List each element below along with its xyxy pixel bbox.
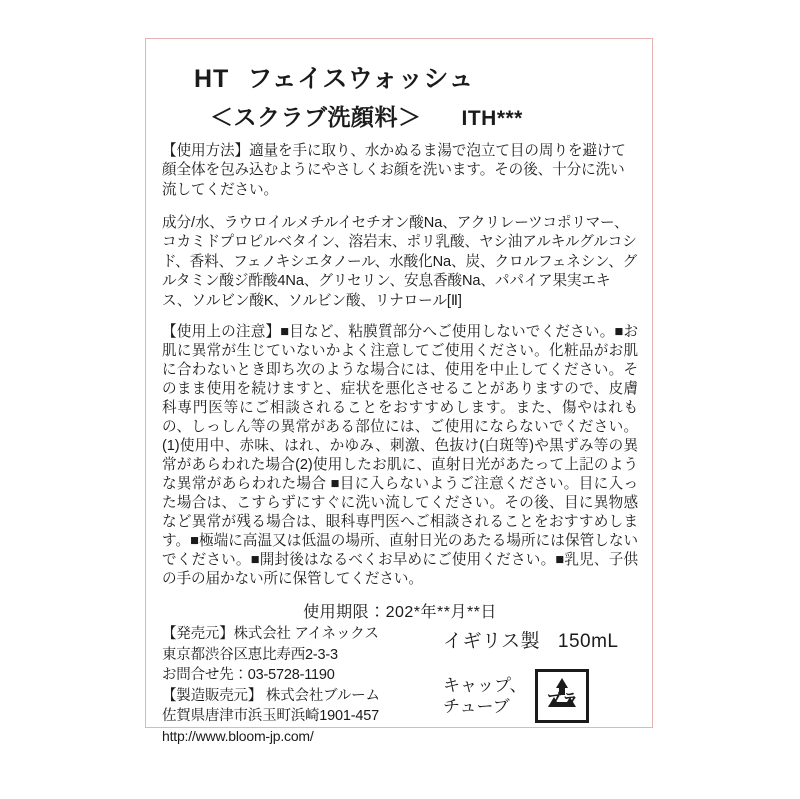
distributor-address: 東京都渋谷区恵比寿西2-3-3 (162, 646, 338, 663)
expiry-date: 使用期限：202*年**月**日 (303, 604, 497, 622)
product-code: ITH*** (461, 107, 523, 130)
plastic-recycle-icon (535, 669, 589, 723)
label-footer (162, 624, 638, 747)
recycle-target-line1: キャップ、 (443, 675, 527, 695)
recycle-mark-text: プラ (545, 692, 578, 709)
manufacturer-label: 【製造販売元】 株式会社ブルーム (162, 687, 380, 704)
subtitle-row (210, 99, 638, 132)
usage-instructions: 【使用方法】適量を手に取り、水かぬるま湯で泡立て目の周りを避けて顔全体を包み込むようにやさしくお顔を洗います。その後、十分に洗い流してください。 (162, 143, 626, 198)
product-label-card (145, 38, 653, 744)
caution-notice: 【使用上の注意】■目など、粘膜質部分へご使用しないでください。■お肌に異常が生じていないかよく注意してご使用ください。化粧品がお肌に合わないとき即ち次のような場合には、使用を中止してください。そのまま使用を続けますと、症状を悪化させることがありますので、皮膚科専門医等にご相談されることをおすすめします。また、傷やはれもの、しっしん等の異常がある部位には、ご使用にならないでください。(1)使用中、赤味、はれ、かゆみ、刺激、色抜け(白斑等)や黒ずみ等の異常があらわれた場合(2)使用したお肌に、直射日光があたって上記のような異常があらわれた場合 ■目に入らないようご注意ください。目に入った場合は、こすらずにすぐに洗い流してください。その後、目に異物感など異常が残る場合は、眼科専門医へご相談されることをおすすめします。■極端に高温又は低温の場所、直射日光のあたる場所には保管しないでください。■開封後はなるべくお早めにご使用ください。■乳児、子供の手の届かない所に保管してください。 (162, 324, 638, 588)
product-subtitle: ＜スクラブ洗顔料＞ (210, 104, 422, 130)
title-row (194, 59, 638, 95)
company-url: http://www.bloom-jp.com/ (162, 727, 314, 744)
brand-name: HT (194, 65, 230, 93)
recycle-target-label (443, 675, 527, 718)
manufacturer-address: 佐賀県唐津市浜玉町浜崎1901-457 (162, 708, 379, 725)
net-volume: 150mL (557, 631, 619, 652)
origin-line (443, 626, 638, 653)
contact-phone: お問合せ先：03-5728-1190 (162, 667, 335, 684)
distributor-label: 【発売元】株式会社 アイネックス (162, 626, 379, 642)
ingredients-list: 成分/水、ラウロイルメチルイセチオン酸Na、アクリレーツコポリマー、コカミドプロピルベタイン、溶岩末、ポリ乳酸、ヤシ油アルキルグルコシド、香料、フェノキシエタノール、水酸化Na、炭、クロルフェネシン、グルタミン酸ジ酢酸4Na、グリセリン、安息香酸Na、パパイア果実エキス、ソルビン酸K、ソルビン酸、リナロール[Ⅱ] (162, 214, 638, 309)
country-of-origin: イギリス製 (443, 631, 541, 652)
recycle-row (443, 669, 638, 723)
product-name: フェイスウォッシュ (247, 65, 474, 93)
recycle-target-line2: チューブ (443, 697, 510, 716)
company-info (162, 624, 380, 747)
product-label-content (162, 51, 638, 744)
origin-and-recycle (443, 624, 638, 747)
